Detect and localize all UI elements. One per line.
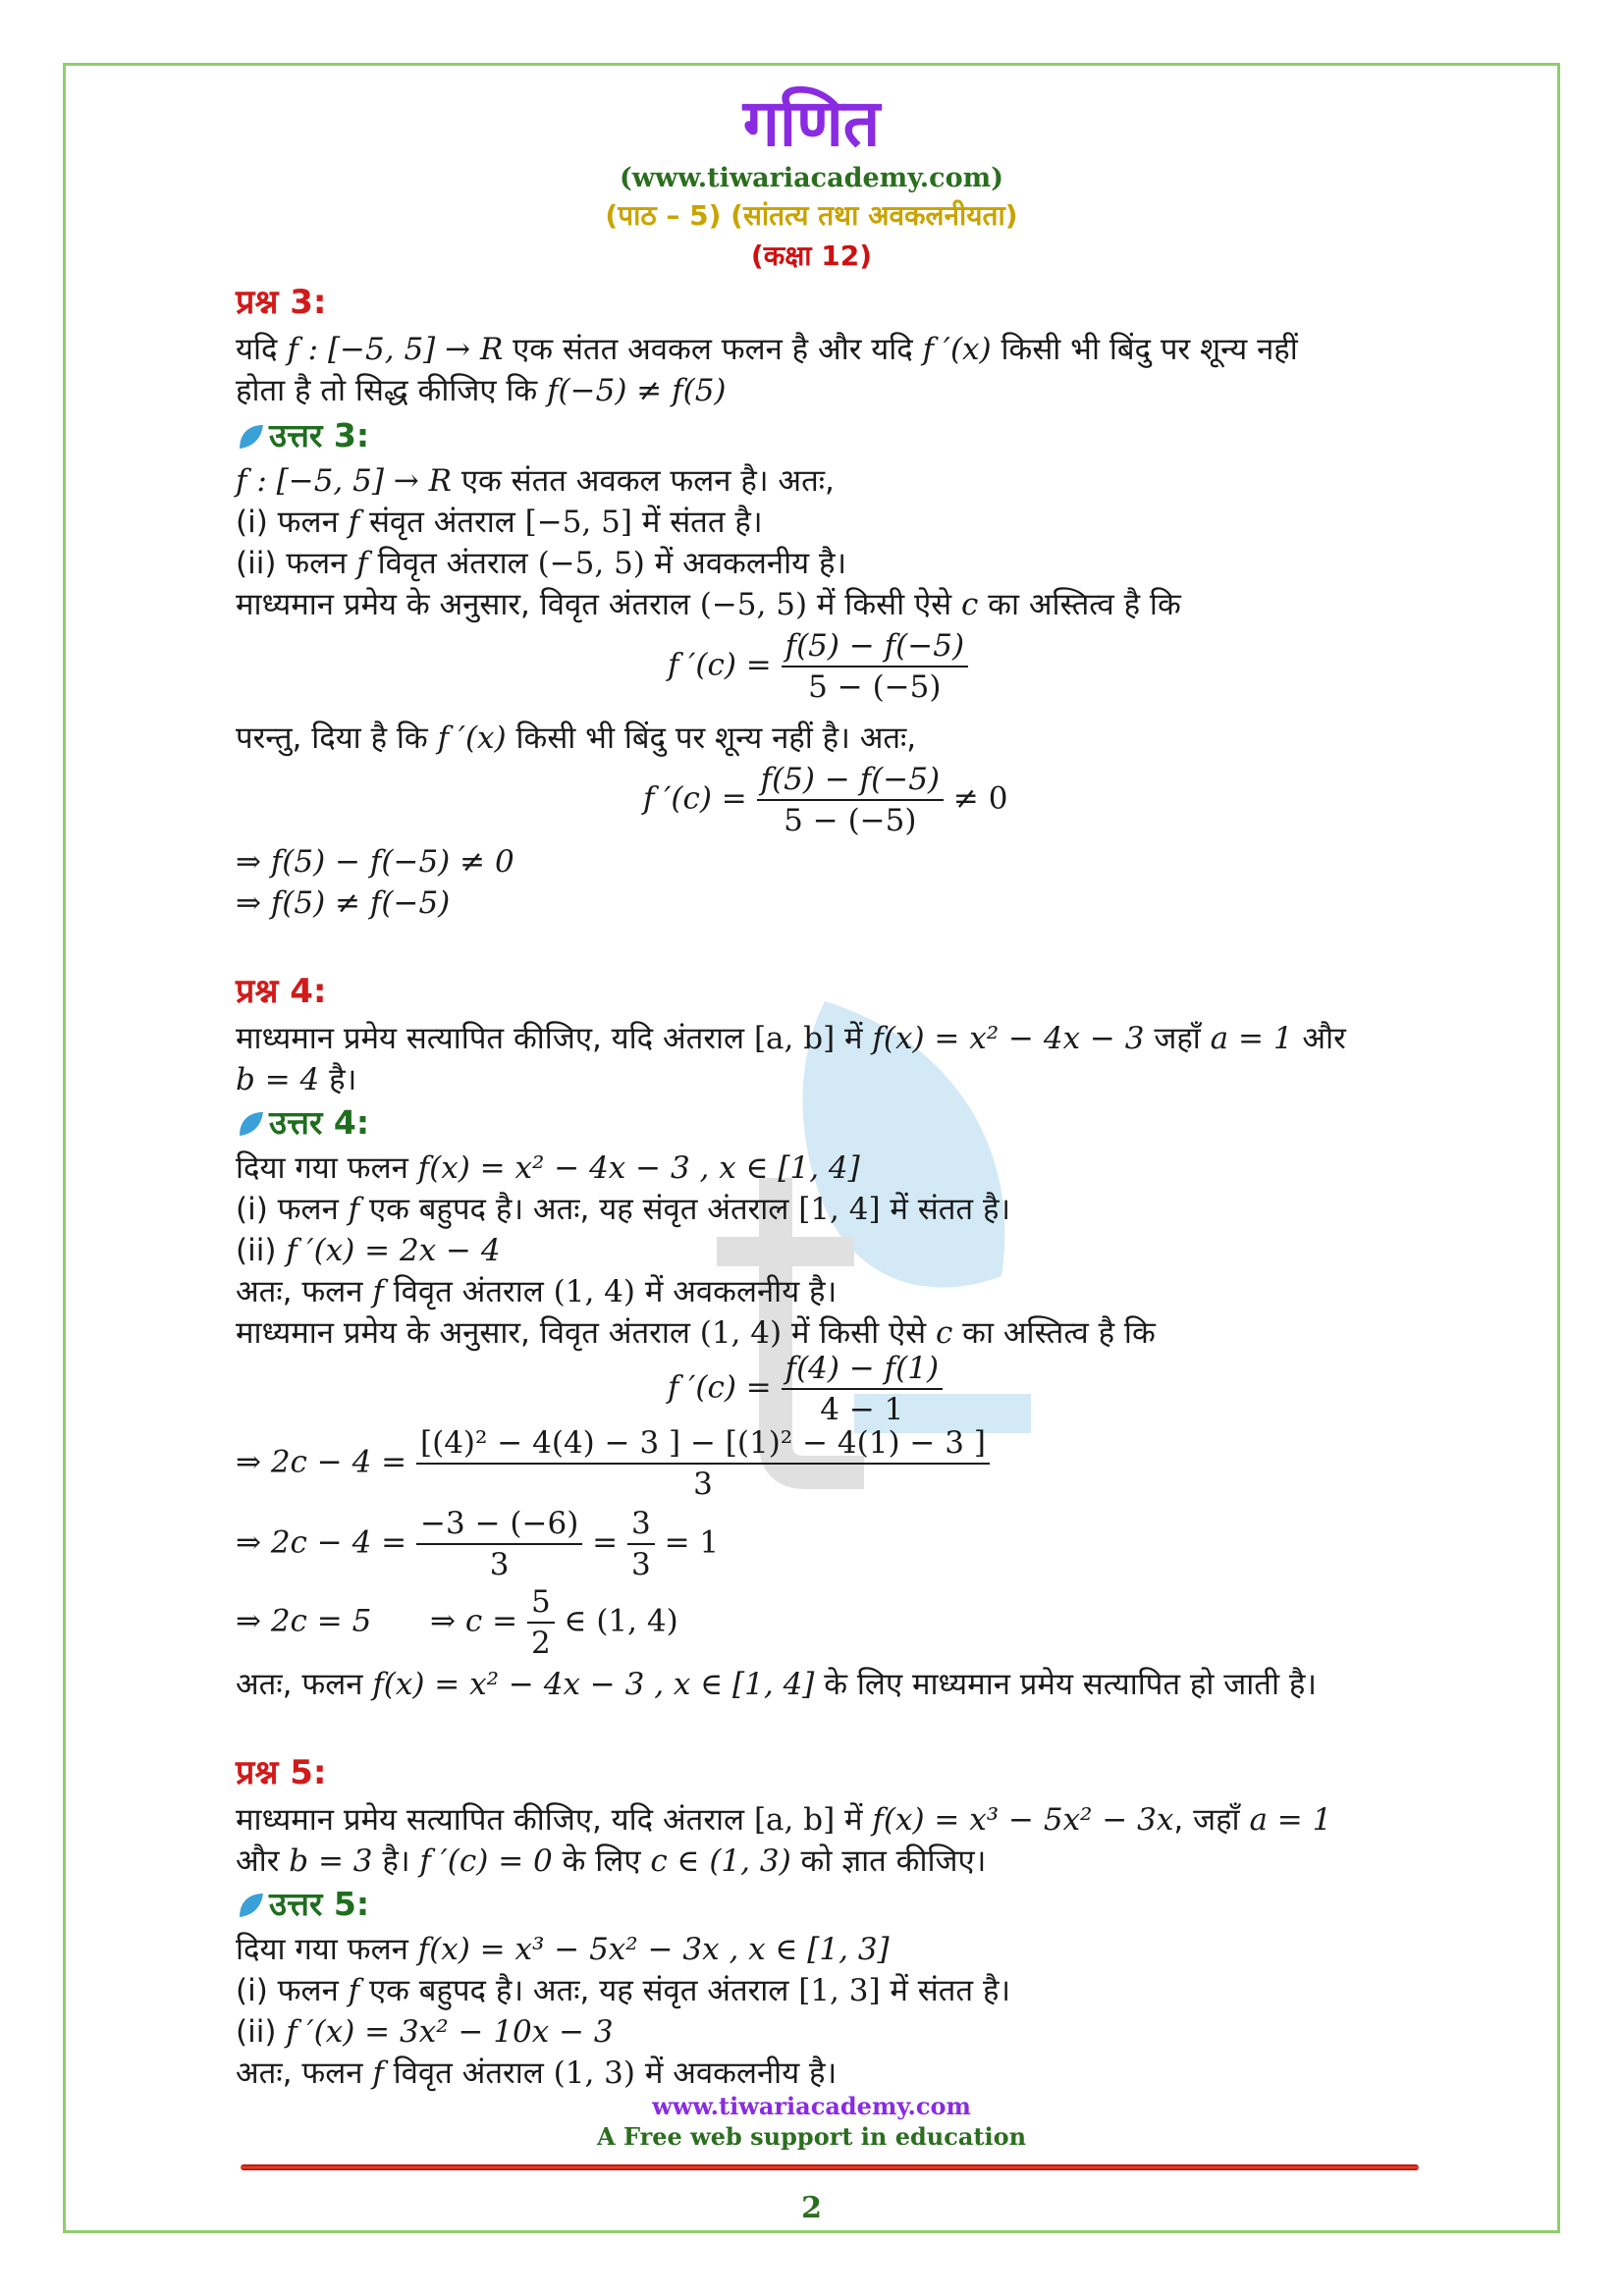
equation-4-2: ⇒ 2c − 4 = $\frac{\text{[(4)² − 4(4) − 3 ] − [(1)² − 4(1) − 3 ]}}{3}$ [236, 1425, 990, 1502]
leaf-icon [236, 1892, 265, 1919]
header-website[interactable]: (www.tiwariacademy.com) [620, 163, 1003, 193]
answer-3-line-5: परन्तु, दिया है कि f ′(x) किसी भी बिंदु पर शून्य नहीं है। अतः, [236, 721, 917, 756]
answer-3-line-6: ⇒ f(5) − f(−5) ≠ 0 [236, 844, 514, 880]
footer-website[interactable]: www.tiwariacademy.com [652, 2092, 971, 2120]
answer-5-line-2: (i) फलन f एक बहुपद है। अतः, यह संवृत अंतराल [1, 3] में संतत है। [236, 1973, 1011, 2008]
fraction: $\frac{-3 - (-6)}{3}$ [416, 1506, 582, 1582]
answer-4-line-1: दिया गया फलन f(x) = x² − 4x − 3 , x ∈ [1, 4] [236, 1150, 860, 1186]
equation-4-3: ⇒ 2c − 4 = $\frac{-3 - (-6)}{3}$ = $\frac{3}{3}$ = 1 [236, 1506, 720, 1582]
question-5-label: प्रश्न 5: [236, 1753, 327, 1792]
question-3-text-line-2: होता है तो सिद्ध कीजिए कि f(−5) ≠ f(5) [236, 373, 727, 408]
answer-3-line-1: f : [−5, 5] → R एक संतत अवकल फलन है। अतः, [236, 463, 835, 499]
page-title: गणित [742, 85, 881, 161]
grade-label: (कक्षा 12) [750, 240, 873, 272]
question-5-text-line-2: और b = 3 है। f ′(c) = 0 के लिए c ∈ (1, 3) को ज्ञात कीजिए। [236, 1843, 987, 1879]
footer-divider [241, 2164, 1419, 2170]
chapter-title: (पाठ – 5) (सांतत्य तथा अवकलनीयता) [605, 199, 1018, 232]
leaf-icon [236, 1110, 265, 1138]
question-4-label: प्रश्न 4: [236, 972, 327, 1011]
fraction: $\frac{f(4) - f(1)}{4 - 1}$ [782, 1351, 943, 1427]
equation-4-1: f ′(c) = $\frac{f(4) - f(1)}{4 - 1}$ [668, 1351, 943, 1427]
fraction: $\frac{\text{[(4)² − 4(4) − 3 ] − [(1)² − 4(1) − 3 ]}}{3}$ [416, 1425, 990, 1502]
fraction: $\frac{3}{3}$ [627, 1506, 655, 1582]
answer-5-line-1: दिया गया फलन f(x) = x³ − 5x² − 3x , x ∈ [1, 3] [236, 1932, 890, 1967]
answer-3-label: उत्तर 3: [236, 416, 369, 455]
answer-4-line-5: माध्यमान प्रमेय के अनुसार, विवृत अंतराल (1, 4) में किसी ऐसे c का अस्तित्व है कि [236, 1315, 1156, 1351]
answer-5-line-3: (ii) f ′(x) = 3x² − 10x − 3 [236, 2014, 614, 2050]
answer-3-line-2: (i) फलन f संवृत अंतराल [−5, 5] में संतत है। [236, 505, 763, 540]
answer-3-line-3: (ii) फलन f विवृत अंतराल (−5, 5) में अवकलनीय है। [236, 546, 847, 581]
answer-4-line-2: (i) फलन f एक बहुपद है। अतः, यह संवृत अंतराल [1, 4] में संतत है। [236, 1192, 1011, 1227]
question-3-text-line-1: यदि f : [−5, 5] → R एक संतत अवकल फलन है और यदि f ′(x) किसी भी बिंदु पर शून्य नहीं [236, 332, 1298, 367]
leaf-icon [236, 423, 265, 451]
answer-4-line-3: (ii) f ′(x) = 2x − 4 [236, 1233, 501, 1268]
fraction: $\frac{f(5) - f(-5)}{5 - (-5)}$ [757, 762, 944, 838]
equation-3-2: f ′(c) = $\frac{f(5) - f(-5)}{5 - (-5)}$ ≠ 0 [643, 762, 1008, 838]
answer-3-line-7: ⇒ f(5) ≠ f(−5) [236, 885, 451, 921]
question-5-text-line-1: माध्यमान प्रमेय सत्यापित कीजिए, यदि अंतराल [a, b] में f(x) = x³ − 5x² − 3x, जहाँ a = 1 [236, 1802, 1332, 1838]
question-4-text-line-2: b = 4 है। [236, 1062, 357, 1097]
question-4-text-line-1: माध्यमान प्रमेय सत्यापित कीजिए, यदि अंतराल [a, b] में f(x) = x² − 4x − 3 जहाँ a = 1 और [236, 1021, 1346, 1056]
fraction: $\frac{f(5) - f(-5)}{5 - (-5)}$ [782, 628, 968, 705]
answer-4-label: उत्तर 4: [236, 1103, 369, 1143]
equation-3-1: f ′(c) = $\frac{f(5) - f(-5)}{5 - (-5)}$ [668, 628, 968, 705]
answer-4-line-4: अतः, फलन f विवृत अंतराल (1, 4) में अवकलनीय है। [236, 1274, 838, 1309]
footer-tagline: A Free web support in education [596, 2122, 1027, 2151]
answer-4-line-6: अतः, फलन f(x) = x² − 4x − 3 , x ∈ [1, 4] के लिए माध्यमान प्रमेय सत्यापित हो जाती है। [236, 1667, 1318, 1702]
answer-5-line-4: अतः, फलन f विवृत अंतराल (1, 3) में अवकलनीय है। [236, 2056, 838, 2091]
page-number: 2 [801, 2191, 822, 2225]
answer-3-line-4: माध्यमान प्रमेय के अनुसार, विवृत अंतराल (−5, 5) में किसी ऐसे c का अस्तित्व है कि [236, 587, 1181, 622]
equation-4-4: ⇒ 2c = 5 ⇒ c = $\frac{5}{2}$ ∈ (1, 4) [236, 1584, 678, 1661]
answer-5-label: उत्तर 5: [236, 1885, 369, 1924]
question-3-label: प्रश्न 3: [236, 283, 327, 322]
fraction: $\frac{5}{2}$ [527, 1584, 555, 1661]
